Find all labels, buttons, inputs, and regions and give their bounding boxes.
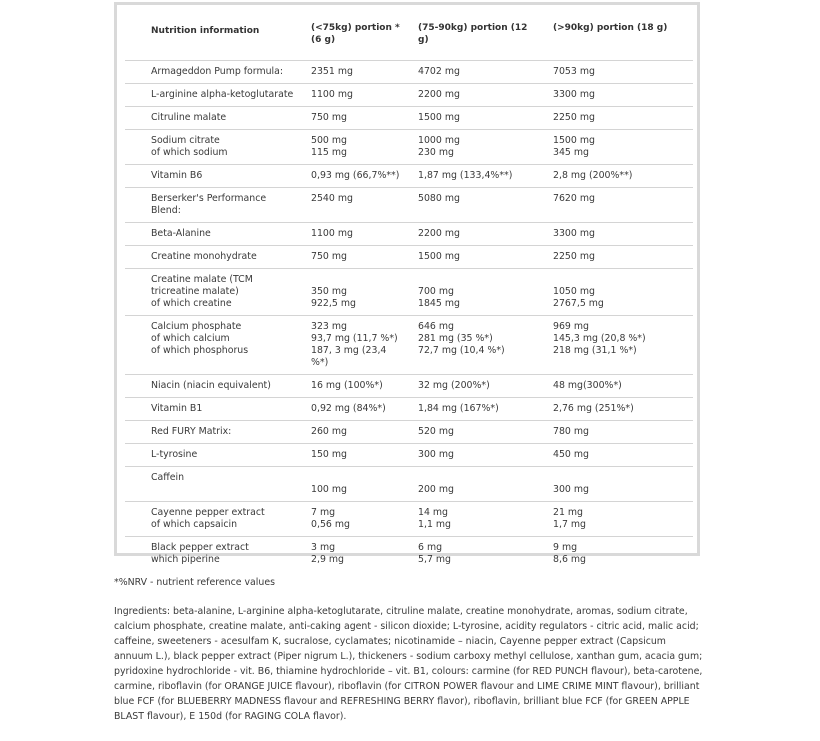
table-row xyxy=(125,245,693,268)
nutrient-name: of which capsaicin xyxy=(151,518,238,530)
nutrient-value: 32 mg (200%*) xyxy=(418,379,490,391)
nutrient-value: 300 mg xyxy=(553,483,589,495)
nutrient-value: 4702 mg xyxy=(418,65,460,77)
table-row xyxy=(125,315,693,374)
nutrient-value: 21 mg xyxy=(553,506,583,518)
nutrient-name-cell xyxy=(125,268,302,315)
header-nutrition-information: Nutrition information xyxy=(151,26,260,37)
table-row xyxy=(125,83,693,106)
nutrient-value-cell xyxy=(302,466,409,501)
nutrient-value-cell xyxy=(544,397,693,420)
nutrient-value: 200 mg xyxy=(418,483,454,495)
nutrient-name: of which sodium xyxy=(151,146,228,158)
nutrient-value-cell xyxy=(544,187,693,222)
nutrient-name-cell xyxy=(125,129,302,164)
nutrient-name: Cayenne pepper extract xyxy=(151,506,265,518)
nutrient-value: 1050 mg xyxy=(553,285,595,297)
nutrient-name-cell xyxy=(125,164,302,187)
nutrient-value: 2540 mg xyxy=(311,192,353,204)
header-portion-large: (>90kg) portion (18 g) xyxy=(553,23,668,33)
nutrient-name-cell xyxy=(125,420,302,443)
nutrient-value-cell xyxy=(302,129,409,164)
nutrient-name: Caffein xyxy=(151,471,185,483)
table-row xyxy=(125,443,693,466)
nutrient-value: 16 mg (100%*) xyxy=(311,379,383,391)
nutrition-panel xyxy=(114,2,700,565)
nutrient-name-cell xyxy=(125,83,302,106)
nutrient-value: 520 mg xyxy=(418,425,454,437)
nutrient-value-cell xyxy=(409,164,544,187)
nutrient-value-cell xyxy=(544,106,693,129)
nutrient-value: 1,84 mg (167%*) xyxy=(418,402,499,414)
nutrient-value: 93,7 mg (11,7 %*) xyxy=(311,332,398,344)
nutrient-value xyxy=(418,472,536,484)
ingredients-text: Ingredients: beta-alanine, L-arginine alpha-ketoglutarate, citruline malate, creatine monohydrate, aromas, sodium citrate, calcium phosphate, creatine malate, anti-caking agent - silicon dioxide; L-tyrosine, acidity regulators - citric acid, malic acid; caffeine, sweeteners - acesulfam K, sucralose, cyclamates; nicotinamide – niacin, Cayenne pepper extract (Capsicum annuum L.), black pepper extract (Piper nigrum L.), thickeners - sodium carboxy methyl cellulose, xanthan gum, acacia gum; pyridoxine hydrochloride - vit. B6, thiamine hydrochloride – vit. B1, colours: carmine (for RED PUNCH flavour), beta-carotene, carmine, riboflavin (for ORANGE JUICE flavour), riboflavin (for CITRON POWER flavour and LIME CRIME MINT flavour), brilliant blue FCF (for BLUEBERRY MADNESS flavour and REFRESHING BERRY flavor), riboflavin, brilliant blue FCF (for GREEN APPLE BLAST flavour), E 150d (for RAGING COLA flavor). xyxy=(114,606,703,722)
nutrient-name: Vitamin B6 xyxy=(151,169,203,181)
nutrient-value xyxy=(553,472,685,484)
nutrient-value-cell xyxy=(544,501,693,536)
table-row xyxy=(125,60,693,83)
nutrient-name: Sodium citrate xyxy=(151,134,220,146)
nutrient-name: Black pepper extract xyxy=(151,541,249,553)
table-row xyxy=(125,397,693,420)
table-row xyxy=(125,420,693,443)
nutrient-value: 8,6 mg xyxy=(553,553,586,565)
nutrient-value: 3300 mg xyxy=(553,227,595,239)
nutrient-value: 0,93 mg (66,7%**) xyxy=(311,169,400,181)
nutrient-value: 1500 mg xyxy=(418,111,460,123)
nutrient-value: 7620 mg xyxy=(553,192,595,204)
nutrient-value-cell xyxy=(409,536,544,571)
nutrient-value-cell xyxy=(302,222,409,245)
nutrient-name: Armageddon Pump formula: xyxy=(151,65,284,77)
nutrient-name: Red FURY Matrix: xyxy=(151,425,232,437)
nutrient-value: 3 mg xyxy=(311,541,336,553)
table-row xyxy=(125,164,693,187)
nutrient-name-cell xyxy=(125,397,302,420)
nutrient-value: 2200 mg xyxy=(418,88,460,100)
nutrient-value: 1,1 mg xyxy=(418,518,451,530)
header-portion-small: (<75kg) portion *(6 g) xyxy=(311,23,400,45)
nutrient-value-cell xyxy=(409,374,544,397)
nutrient-name: Creatine malate (TCM tricreatine malate) xyxy=(151,273,253,297)
nutrient-value: 300 mg xyxy=(418,448,454,460)
nutrient-name: Vitamin B1 xyxy=(151,402,203,414)
nutrient-value: 700 mg xyxy=(418,285,454,297)
table-row xyxy=(125,129,693,164)
nutrient-value-cell xyxy=(409,245,544,268)
nutrient-value: 6 mg xyxy=(418,541,443,553)
nutrient-value-cell xyxy=(544,466,693,501)
nutrient-value: 1100 mg xyxy=(311,88,353,100)
nutrient-value-cell xyxy=(302,60,409,83)
table-row xyxy=(125,374,693,397)
nutrient-value-cell xyxy=(302,374,409,397)
nutrient-value: 500 mg xyxy=(311,134,347,146)
nutrient-value-cell xyxy=(409,315,544,374)
nutrient-value: 1500 mg xyxy=(418,250,460,262)
nutrient-value-cell xyxy=(302,536,409,571)
nutrient-value: 187, 3 mg (23,4 %*) xyxy=(311,344,387,368)
nutrient-value: 922,5 mg xyxy=(311,297,356,309)
nutrient-value: 115 mg xyxy=(311,146,347,158)
nutrient-value: 145,3 mg (20,8 %*) xyxy=(553,332,646,344)
nutrient-value-cell xyxy=(544,443,693,466)
nutrient-value: 2351 mg xyxy=(311,65,353,77)
nutrient-value: 780 mg xyxy=(553,425,589,437)
nutrient-name: L-tyrosine xyxy=(151,448,198,460)
nutrient-value-cell xyxy=(302,315,409,374)
nutrient-value-cell xyxy=(544,268,693,315)
nutrient-value-cell xyxy=(302,420,409,443)
nutrition-table xyxy=(125,13,693,571)
nutrient-value-cell xyxy=(409,501,544,536)
nutrient-value-cell xyxy=(409,60,544,83)
nutrient-value-cell xyxy=(544,536,693,571)
nutrient-value: 7053 mg xyxy=(553,65,595,77)
nutrient-value xyxy=(418,274,536,286)
nutrient-value-cell xyxy=(544,164,693,187)
nutrient-name-cell xyxy=(125,443,302,466)
table-row xyxy=(125,187,693,222)
nutrient-value-cell xyxy=(409,106,544,129)
table-row xyxy=(125,106,693,129)
nutrient-value: 260 mg xyxy=(311,425,347,437)
nutrient-value-cell xyxy=(409,443,544,466)
nutrient-value: 5,7 mg xyxy=(418,553,451,565)
nutrient-value-cell xyxy=(409,397,544,420)
nutrient-value-cell xyxy=(544,222,693,245)
nutrient-value: 2250 mg xyxy=(553,111,595,123)
nutrient-value: 1,7 mg xyxy=(553,518,586,530)
nutrient-value-cell xyxy=(302,268,409,315)
nutrient-name: of which calcium xyxy=(151,332,230,344)
nutrient-value-cell xyxy=(302,501,409,536)
nutrient-value: 969 mg xyxy=(553,320,589,332)
nutrient-value-cell xyxy=(302,106,409,129)
nutrient-name: Berserker's Performance Blend: xyxy=(151,192,267,216)
nutrient-value-cell xyxy=(544,315,693,374)
nutrient-value: 0,56 mg xyxy=(311,518,350,530)
nutrient-name: which piperine xyxy=(151,553,220,565)
nutrient-value-cell xyxy=(409,466,544,501)
nutrient-name: L-arginine alpha-ketoglutarate xyxy=(151,88,294,100)
nutrient-value-cell xyxy=(302,83,409,106)
nutrient-value-cell xyxy=(302,397,409,420)
table-row xyxy=(125,501,693,536)
table-row xyxy=(125,466,693,501)
nutrient-name-cell xyxy=(125,466,302,501)
nutrient-value-cell xyxy=(544,245,693,268)
nutrient-value: 450 mg xyxy=(553,448,589,460)
nutrient-value: 2767,5 mg xyxy=(553,297,604,309)
nutrient-value: 1500 mg xyxy=(553,134,595,146)
nutrient-value xyxy=(311,274,401,286)
nutrient-value-cell xyxy=(409,129,544,164)
table-row xyxy=(125,536,693,571)
nutrient-value xyxy=(553,274,685,286)
nutrient-value: 100 mg xyxy=(311,483,347,495)
nutrient-value-cell xyxy=(302,164,409,187)
nutrient-value: 750 mg xyxy=(311,250,347,262)
nutrient-name-cell xyxy=(125,222,302,245)
nutrient-value: 646 mg xyxy=(418,320,454,332)
nutrient-name: Calcium phosphate xyxy=(151,320,242,332)
nutrient-value-cell xyxy=(302,187,409,222)
nutrient-name-cell xyxy=(125,315,302,374)
nutrient-value: 350 mg xyxy=(311,285,347,297)
nutrient-value: 2,9 mg xyxy=(311,553,344,565)
nutrient-value: 2250 mg xyxy=(553,250,595,262)
nutrient-value: 72,7 mg (10,4 %*) xyxy=(418,344,505,356)
nutrient-value-cell xyxy=(544,60,693,83)
nutrient-value: 0,92 mg (84%*) xyxy=(311,402,386,414)
table-row xyxy=(125,268,693,315)
nutrient-name-cell xyxy=(125,501,302,536)
nutrient-value: 2,8 mg (200%**) xyxy=(553,169,633,181)
nutrient-name-cell xyxy=(125,187,302,222)
nutrient-name-cell xyxy=(125,60,302,83)
nutrient-value: 7 mg xyxy=(311,506,336,518)
nutrient-value: 150 mg xyxy=(311,448,347,460)
header-portion-medium: (75-90kg) portion (12 g) xyxy=(418,23,528,45)
nutrient-value: 3300 mg xyxy=(553,88,595,100)
nutrient-name: Niacin (niacin equivalent) xyxy=(151,379,271,391)
nutrient-value: 750 mg xyxy=(311,111,347,123)
nutrient-value: 218 mg (31,1 %*) xyxy=(553,344,637,356)
nutrient-name: Citruline malate xyxy=(151,111,227,123)
nutrient-value xyxy=(311,472,401,484)
table-header-row xyxy=(125,13,693,60)
nutrient-value-cell xyxy=(544,374,693,397)
nutrient-value: 1845 mg xyxy=(418,297,460,309)
nutrient-value-cell xyxy=(409,268,544,315)
nutrient-value-cell xyxy=(409,187,544,222)
nutrient-value-cell xyxy=(544,83,693,106)
nutrient-value-cell xyxy=(544,129,693,164)
nutrient-value: 323 mg xyxy=(311,320,347,332)
nutrient-value: 230 mg xyxy=(418,146,454,158)
nutrient-value: 345 mg xyxy=(553,146,589,158)
nutrient-value: 1100 mg xyxy=(311,227,353,239)
nutrient-name-cell xyxy=(125,374,302,397)
nutrient-value: 14 mg xyxy=(418,506,448,518)
nutrient-name-cell xyxy=(125,245,302,268)
nutrient-name: Beta-Alanine xyxy=(151,227,211,239)
nutrient-value: 1000 mg xyxy=(418,134,460,146)
nutrient-value-cell xyxy=(302,245,409,268)
nutrient-name: Creatine monohydrate xyxy=(151,250,257,262)
nutrient-value-cell xyxy=(409,222,544,245)
nutrient-value-cell xyxy=(302,443,409,466)
nutrient-name: of which creatine xyxy=(151,297,232,309)
nutrient-name: of which phosphorus xyxy=(151,344,249,356)
nutrient-value-cell xyxy=(409,83,544,106)
nutrient-name-cell xyxy=(125,106,302,129)
nutrient-value: 1,87 mg (133,4%**) xyxy=(418,169,513,181)
table-row xyxy=(125,222,693,245)
nutrient-name-cell xyxy=(125,536,302,571)
nrv-footnote: *%NRV - nutrient reference values xyxy=(114,577,275,588)
nutrient-value: 9 mg xyxy=(553,541,578,553)
nutrient-value: 2,76 mg (251%*) xyxy=(553,402,634,414)
nutrient-value: 48 mg(300%*) xyxy=(553,379,622,391)
nutrient-value-cell xyxy=(544,420,693,443)
nutrient-value: 2200 mg xyxy=(418,227,460,239)
nutrient-name xyxy=(151,484,294,496)
nutrient-value: 5080 mg xyxy=(418,192,460,204)
nutrient-value: 281 mg (35 %*) xyxy=(418,332,493,344)
nutrient-value-cell xyxy=(409,420,544,443)
